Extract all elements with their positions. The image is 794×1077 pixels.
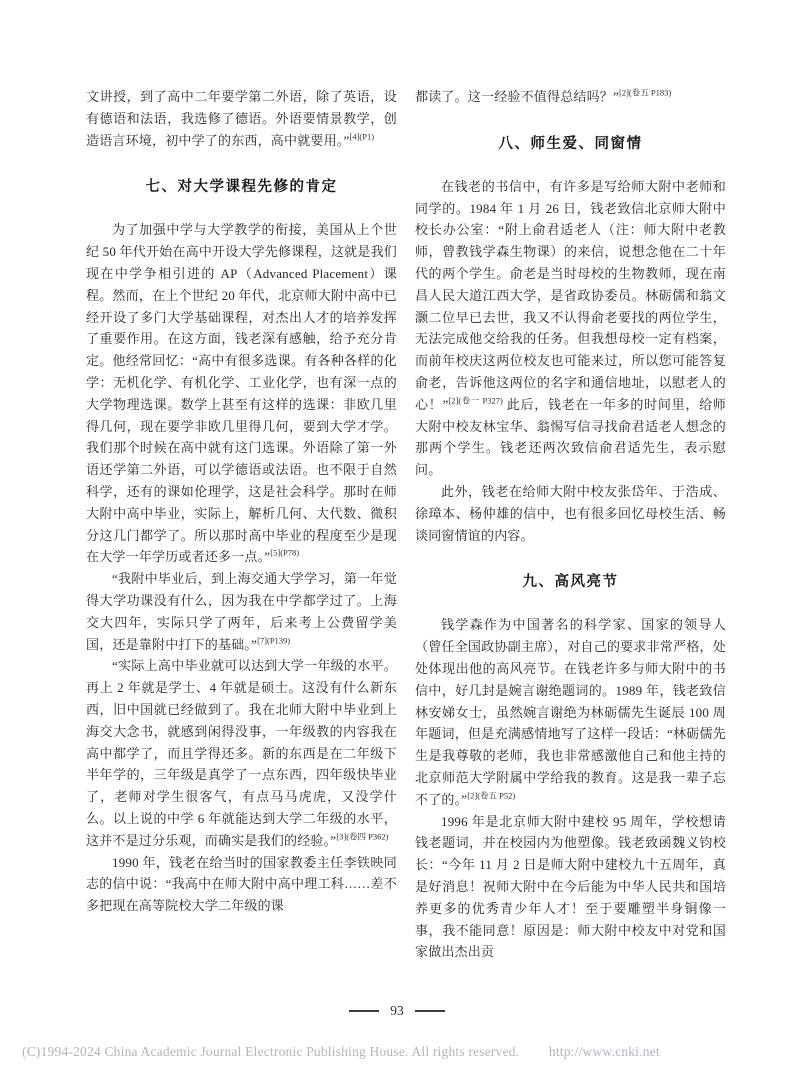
text-run: 1996 年是北京师大附中建校 95 周年，学校想请钱老题词，并在校园内为他塑像。钱老致函魏义钧校长：“今年 11 月 2 日是师大附中建校九十五周年，真是好消息！祝师大附中在今后能为中华人民共和国培养更多的优秀青少年人才！至于要雕塑半身铜像一事，我不能同意！原因是：师大附中校友中对党和国家做出杰出贡	[415, 813, 726, 960]
citation-ref: [2](卷五 P52)	[467, 790, 516, 801]
section-heading	[415, 573, 726, 591]
citation-ref: [4](P1)	[349, 131, 375, 142]
text-run: 1990 年，钱老在给当时的国家教委主任李铁映同志的信中说：“我高中在师大附中高中理工科……差不多把现在高等院校大学二年级的课	[86, 854, 397, 914]
text-run: 在钱老的书信中，有许多是写给师大附中老师和同学的。1984 年 1 月 26 日，钱老致信北京师大附中校长办公室：“附上俞君适老人（注：师大附中老教师，曾教钱学森生物课）的来信，说想念他在二十年代的两个学生。俞老是当时母校的生物教师，现在南昌人民大道江西大学，是省政协委员。林砺儒和翁文灏二位早已去世，我又不认得俞老要找的两位学生，无法完成他交给我的任务。但我想母校一定有档案，而前年校庆这两位校友也可能来过，所以您可能答复俞老，告诉他这两位的名字和通信地址，以慰老人的心！”	[415, 178, 726, 412]
paragraph	[415, 614, 726, 810]
paragraph	[415, 811, 726, 964]
text-run: “实际上高中毕业就可以达到大学一年级的水平。再上 2 年就是学士、4 年就是硕士。这没有什么新东西，旧中国就已经做到了。我在北师大附中毕业到上海交大念书，就感到闲得没事，一年级教的内容我在高中都学了，而且学得还多。新的东西是在二年级下半年学的，三年级是真学了一点东西，四年级快毕业了，老师对学生很客气，有点马马虎虎，又没学什么。以上说的中学 6 年就能达到大学二年级的水平，这并不是过分乐观，而确实是我们的经验。”	[86, 658, 397, 848]
paragraph	[415, 481, 726, 546]
text-run: 钱学森作为中国著名的科学家、国家的领导人（曾任全国政协副主席），对自己的要求非常严格，处处体现出他的高风亮节。在钱老许多与师大附中的书信中，好几封是婉言谢绝题词的。1989 年，钱老致信林安娣女士，虽然婉言谢绝为林砺儒先生诞辰 100 周年题词，但是充满感情地写了这样一段话：“林砺儒先生是我尊敬的老师，我也非常感激他自己和他主持的北京师范大学附属中学给我的教育。这是我一辈子忘不了的。”	[415, 617, 726, 807]
section-heading	[86, 178, 397, 196]
citation-ref: [7](P139)	[257, 635, 291, 646]
citation-ref: [5](P78)	[270, 548, 300, 559]
citation-ref: [2](卷五 P183)	[618, 87, 672, 98]
paragraph	[415, 176, 726, 481]
section-heading	[415, 135, 726, 153]
text-run: 八、师生爱、同窗情	[498, 135, 643, 152]
text-run: “我附中毕业后，到上海交通大学学习，第一年觉得大学功课没有什么，因为我在中学都学过了。上海交大四年，实际只学了两年，后来考上公费留学美国，还是靠附中打下的基础。”	[86, 571, 397, 652]
paragraph	[86, 852, 397, 917]
citation-ref: [2](卷一 P327)	[448, 395, 503, 406]
right-column	[415, 86, 726, 963]
copyright-text: (C)1994-2024 China Academic Journal Electronic Publishing House. All rights reserved.	[22, 1044, 520, 1059]
page-number-dash-right	[415, 1010, 445, 1012]
copyright-footer	[22, 1044, 782, 1060]
paragraph	[86, 655, 397, 851]
article-body	[86, 86, 726, 963]
page-number-dash-left	[349, 1010, 379, 1012]
text-run: 此外，钱老在给师大附中校友张岱年、于浩成、徐璋本、杨仲雄的信中，也有很多回忆母校生活、畅谈同窗情谊的内容。	[415, 483, 726, 543]
text-run: 九、高风亮节	[522, 574, 619, 591]
citation-ref: [3](卷四 P362)	[336, 831, 389, 842]
paragraph	[86, 568, 397, 655]
text-run: 此后，钱老在一年多的时间里，给师大附中校友林宝华、翁惕写信寻找俞君适老人想念的那两个学生。钱老还两次致信俞君适先生，表示慰问。	[415, 396, 726, 478]
page-number-row	[0, 1001, 794, 1021]
text-run: 都读了。这一经验不值得总结吗？”	[415, 89, 619, 104]
paragraph	[86, 86, 397, 151]
paragraph	[415, 86, 726, 108]
page-number: 93	[390, 1003, 404, 1018]
footer-url: http://www.cnki.net	[548, 1044, 660, 1059]
text-run: 七、对大学课程先修的肯定	[145, 179, 338, 196]
left-column	[86, 86, 397, 963]
paragraph	[86, 219, 397, 568]
text-run: 为了加强中学与大学教学的衔接，美国从上个世纪 50 年代开始在高中开设大学先修课程，这就是我们现在中学争相引进的 AP（Advanced Placement）课程。然而，在上个世纪 20 年代，北京师大附中高中已经开设了多门大学基础课程，对杰出人才的培养发挥了重要作用。在这方面，钱老深有感触，给予充分肯定。他经常回忆：“高中有很多选课。有各种各样的化学：无机化学、有机化学、工业化学，也有深一点的大学物理选课。数学上甚至有这样的选课：非欧几里得几何，现在要学非欧几里得几何，要到大学才学。我们那个时候在高中就有这门选课。外语除了第一外语还学第二外语，可以学德语或法语。也不限于自然科学，还有的课如伦理学，这是社会科学。那时在师大附中高中毕业，实际上，解析几何、大代数、微积分这几门都学了。所以那时高中毕业的程度至少是现在大学一年学历或者还多一点。”	[86, 222, 397, 565]
text-run: 文讲授，到了高中二年要学第二外语，除了英语，设有德语和法语，我选修了德语。外语要情景教学，创造语言环境，初中学了的东西，高中就要用。”	[86, 89, 397, 148]
